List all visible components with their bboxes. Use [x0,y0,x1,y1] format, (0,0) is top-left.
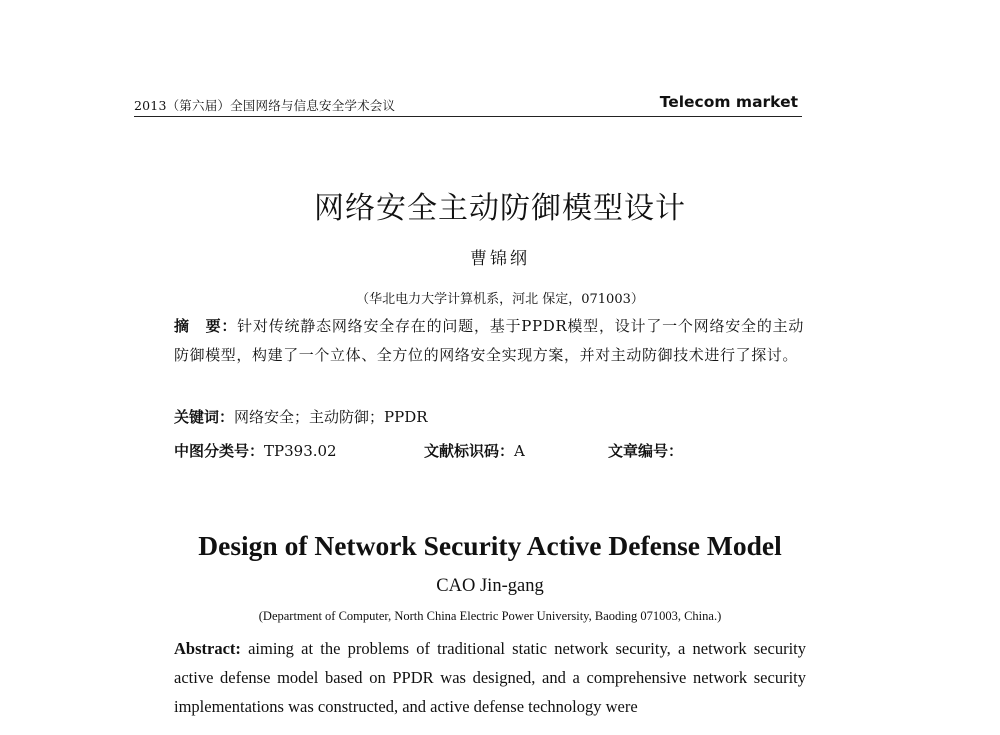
doc-code-value: A [514,442,525,460]
chinese-keywords-label: 关键词： [174,408,235,426]
english-author: CAO Jin-gang [436,576,544,596]
header-rule [134,116,802,117]
chinese-author: 曹锦纲 [470,249,530,269]
clc-label: 中图分类号： [174,442,265,460]
english-title: Design of Network Security Active Defense Model [198,530,782,561]
chinese-keywords-text: 网络安全；主动防御；PPDR [234,408,428,426]
chinese-abstract-label: 摘 要： [174,317,238,335]
journal-name: Telecom market [659,93,798,111]
english-abstract-label: Abstract: [174,639,241,658]
english-affiliation: (Department of Computer, North China Electric Power University, Baoding 071003, China.) [258,609,722,623]
article-number [608,437,683,466]
chinese-abstract-text: 针对传统静态网络安全存在的问题，基于PPDR模型，设计了一个网络安全的主动防御模型，构建了一个立体、全方位的网络安全实现方案，并对主动防御技术进行了探讨。 [174,317,804,364]
clc-value: TP393.02 [264,442,337,460]
english-abstract [174,634,806,721]
chinese-affiliation: （华北电力大学计算机系，河北 保定，071003） [356,292,644,307]
chinese-keywords [174,403,804,432]
running-header [134,95,802,119]
english-abstract-text: aiming at the problems of traditional static network security, a network security active defense model based on PPDR was designed, and a comprehensive network security implementations was constructed, and active defense technology were [174,639,806,716]
clc-number [174,437,337,466]
classification-line [174,437,804,465]
document-code [424,437,525,466]
chinese-title: 网络安全主动防御模型设计 [314,191,686,226]
doc-code-label: 文献标识码： [424,442,515,460]
article-no-label: 文章编号： [608,442,684,460]
chinese-abstract [174,312,804,369]
conference-name: 2013（第六届）全国网络与信息安全学术会议 [134,98,396,113]
